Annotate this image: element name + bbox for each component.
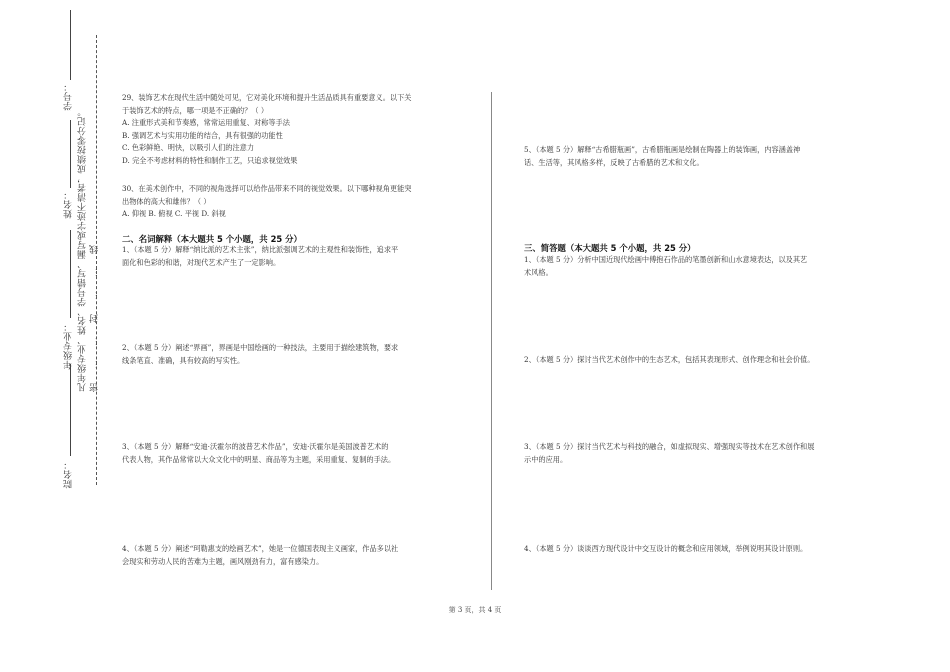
seal-line-text: 密……封……线 bbox=[90, 231, 100, 392]
short-answer-2 bbox=[524, 354, 874, 367]
question-stem: 于装饰艺术的特点，哪一项是不正确的？（ ） bbox=[122, 105, 269, 115]
term-item-1 bbox=[122, 244, 472, 269]
binding-warning: 凡年级专业、姓名、学号错写、漏写或字迹不清者，成绩按零分记。 bbox=[78, 107, 88, 392]
item-text: 面化和色彩的和谐，对现代艺术产生了一定影响。 bbox=[122, 257, 281, 267]
item-text: 术风格。 bbox=[524, 267, 553, 277]
item-text: 示中的应用。 bbox=[524, 454, 568, 464]
question-stem: 29、装饰艺术在现代生活中随处可见，它对美化环境和提升生活品质具有重要意义。以下关 bbox=[122, 93, 412, 102]
option-a: A. 注重形式美和节奏感，常常运用重复、对称等手法 bbox=[122, 118, 290, 127]
school-line bbox=[70, 364, 71, 456]
item-text: 代表人物，其作品常常以大众文化中的明星、商品等为主题，采用重复、复制的手法。 bbox=[122, 454, 396, 464]
item-text: 1、（本题 5 分）分析中国近现代绘画中傅抱石作品的笔墨创新和山水意境表达，以及其艺 bbox=[524, 255, 808, 264]
name-line bbox=[70, 120, 71, 188]
item-text: 2、（本题 5 分）探讨当代艺术创作中的生态艺术，包括其表现形式、创作理念和社会价值。 bbox=[524, 355, 815, 364]
item-text: 4、（本题 5 分）谈谈西方现代设计中交互设计的概念和应用领域，举例说明其设计原则。 bbox=[524, 544, 808, 553]
option-c: C. 色彩鲜艳、明快，以吸引人们的注意力 bbox=[122, 143, 255, 152]
item-text: 3、（本题 5 分）探讨当代艺术与科技的融合，如虚拟现实、增强现实等技术在艺术创作和展 bbox=[524, 442, 815, 451]
question-stem: 出物体的高大和雄伟？（ ） bbox=[122, 196, 211, 206]
student-id-label: 学号： bbox=[64, 82, 74, 111]
item-text: 话、生活等，其风格多样，反映了古希腊的艺术和文化。 bbox=[524, 157, 704, 167]
option-d: D. 完全不考虑材料的特性和制作工艺，只追求视觉效果 bbox=[122, 155, 298, 165]
term-item-3 bbox=[122, 441, 472, 466]
item-text: 会现实和劳动人民的苦难为主题，画风刚劲有力，富有感染力。 bbox=[122, 556, 324, 566]
column-divider bbox=[491, 92, 492, 590]
page-number: 第 3 页，共 4 页 bbox=[448, 606, 502, 614]
name-label: 姓名： bbox=[64, 190, 74, 219]
student-id-line bbox=[70, 10, 71, 80]
question-29 bbox=[122, 92, 472, 167]
term-item-4 bbox=[122, 543, 472, 568]
item-text: 3、（本题 5 分）解释“安迪·沃霍尔的波普艺术作品”，安迪·沃霍尔是美国波普艺术的 bbox=[122, 442, 389, 451]
school-label: 院名： bbox=[64, 460, 74, 489]
major-line bbox=[70, 230, 71, 318]
short-answer-4 bbox=[524, 543, 874, 556]
item-text: 2、（本题 5 分）阐述“界画”，界画是中国绘画的一种技法，主要用于描绘建筑物，要求 bbox=[122, 343, 399, 352]
term-item-5 bbox=[524, 144, 874, 169]
question-stem: 30、在美术创作中，不同的视角选择可以给作品带来不同的视觉效果。以下哪种视角更能突 bbox=[122, 184, 412, 193]
item-text: 1、（本题 5 分）解释“纳比派的艺术主张”，纳比派强调艺术的主观性和装饰性，追求平 bbox=[122, 245, 399, 254]
short-answer-3 bbox=[524, 441, 874, 466]
item-text: 5、（本题 5 分）解释“古希腊瓶画”，古希腊瓶画是绘制在陶器上的装饰画，内容涵盖神 bbox=[524, 145, 801, 154]
item-text: 4、（本题 5 分）阐述“珂勒惠支的绘画艺术”，她是一位德国表现主义画家，作品多以社 bbox=[122, 544, 399, 553]
seal-dashed-line bbox=[96, 35, 97, 485]
item-text: 线条笔直、准确，具有较高的写实性。 bbox=[122, 355, 245, 365]
section-title: 二、名词解释（本大题共 5 个小题，共 25 分） bbox=[122, 234, 302, 244]
question-options: A. 仰视 B. 俯视 C. 平视 D. 斜视 bbox=[122, 209, 226, 218]
question-30 bbox=[122, 183, 472, 221]
section-title: 三、简答题（本大题共 5 个小题，共 25 分） bbox=[524, 243, 696, 253]
term-item-2 bbox=[122, 342, 472, 367]
short-answer-1 bbox=[524, 254, 874, 279]
option-b: B. 强调艺术与实用功能的结合，具有很强的功能性 bbox=[122, 130, 283, 140]
major-label: 年级专业： bbox=[64, 322, 74, 370]
